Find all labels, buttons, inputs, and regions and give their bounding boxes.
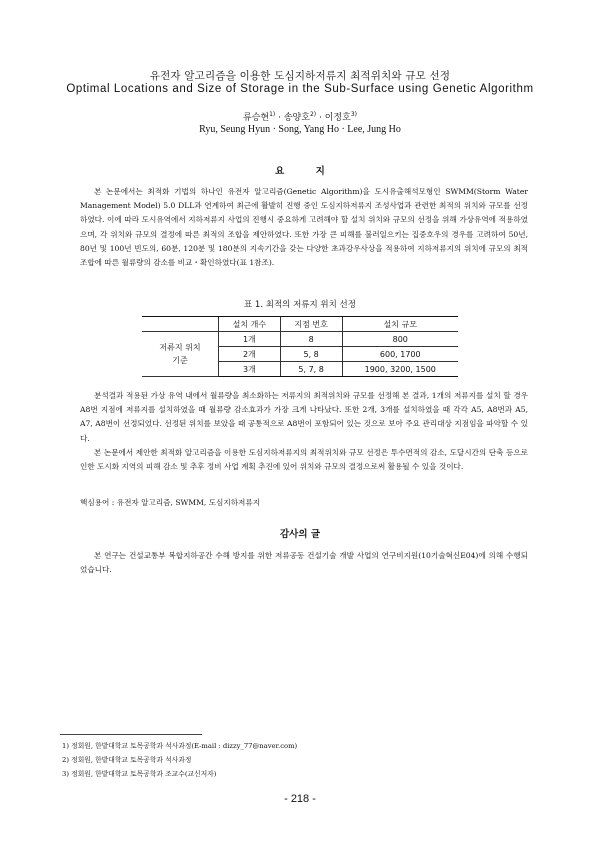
title-english: Optimal Locations and Size of Storage in the Sub-Surface using Genetic Algorithm xyxy=(66,83,534,95)
footnote-2: 2) 정회원, 한밭대학교 토목공학과 석사과정 xyxy=(62,756,192,764)
conclusion-paragraph: 본 논문에서 제안한 최적화 알고리즘을 이용한 도심지하저류지의 최적위치와 규모 선정은 투수면적의 감소, 도달시간의 단축 등으로 인한 도시화 지역의 피해 감소 및 추후 정비 사업 계획 추진에 있어 위치와 규모의 결정으로써 활용될 수 있을 것이다. xyxy=(80,448,528,472)
author-1-name: 류승현 xyxy=(243,113,270,123)
footnote-1: 1) 정회원, 한밭대학교 토목공학과 석사과정(E-mail : dizzy_77@naver.com) xyxy=(62,742,298,750)
table-cell: 1개 xyxy=(219,332,281,347)
author-separator: · xyxy=(275,113,284,123)
table-cell: 600, 1700 xyxy=(342,347,458,362)
authors-english: Ryu, Seung Hyun · Song, Yang Ho · Lee, Jung Ho xyxy=(199,124,401,135)
authors-korean xyxy=(0,110,600,123)
author-2-name: 송양호 xyxy=(283,113,310,123)
results-table xyxy=(142,316,458,377)
table-caption: 표 1. 최적의 저류지 위치 선정 xyxy=(244,300,356,310)
author-3-name: 이정호 xyxy=(324,113,351,123)
row-label-line-1: 저류지 위치 xyxy=(159,343,201,352)
acknowledgement-paragraph: 본 연구는 건설교통부 복합지하공간 수해 방지를 위한 저류공동 건설기술 개발 사업의 연구비지원(10기술혁신E04)에 의해 수행되었습니다. xyxy=(80,551,528,575)
table-row xyxy=(142,332,458,347)
author-separator: · xyxy=(316,113,325,123)
table-cell: 5, 8 xyxy=(280,347,342,362)
table-header-cell: 설치 개수 xyxy=(219,317,281,332)
author-2-mark: 2) xyxy=(309,111,317,118)
page-number: - 218 - xyxy=(284,793,316,805)
table-cell: 800 xyxy=(342,332,458,347)
table-cell: 1900, 3200, 1500 xyxy=(342,362,458,377)
table-cell: 3개 xyxy=(219,362,281,377)
table-corner-cell xyxy=(142,317,219,332)
row-label-line-2: 기준 xyxy=(172,356,188,365)
results-paragraph: 분석결과 적용된 가상 유역 내에서 월류량을 최소화하는 저류지의 최적위치와 규모를 선정해 본 결과, 1개의 저류지를 설치 할 경우 A8번 지점에 저류지를 설치하였을 때 월류량 감소효과가 가장 크게 나타났다. 또한 2개, 3개를 설치하였을 때 각각 A5, A8번과 A5, A7, A8번이 선정되었다. 선정된 위치를 보았을 때 공통적으로 A8번이 포함되어 있는 것으로 보아 주요 관리대상 지점임을 파악할 수 있다. xyxy=(80,391,528,443)
author-3-mark: 3) xyxy=(350,111,357,118)
abstract-heading: 요 지 xyxy=(275,166,339,177)
title-korean: 유전자 알고리즘을 이용한 도심지하저류지 최적위치와 규모 선정 xyxy=(149,70,451,82)
table-cell: 5, 7, 8 xyxy=(280,362,342,377)
table-cell: 2개 xyxy=(219,347,281,362)
table-row-label xyxy=(142,332,219,377)
author-1-mark: 1) xyxy=(269,111,276,118)
table-header-cell: 지점 번호 xyxy=(280,317,342,332)
footnote-divider xyxy=(60,734,202,735)
acknowledgement-heading: 감사의 글 xyxy=(279,529,320,540)
table-header-row xyxy=(142,317,458,332)
footnote-3: 3) 정회원, 한밭대학교 토목공학과 조교수(교신저자) xyxy=(62,770,217,778)
table-header-cell: 설치 규모 xyxy=(342,317,458,332)
keywords-line: 핵심용어 : 유전자 알고리즘, SWMM, 도심지하저류지 xyxy=(80,498,261,507)
abstract-paragraph: 본 논문에서는 최적화 기법의 하나인 유전자 알고리즘(Genetic Algorithm)을 도시유출해석모형인 SWMM(Storm Water Management Model) 5.0 DLL과 연계하여 최근에 활발히 진행 중인 도심지하저류지 조성사업과 관련한 최적의 위치와 규모를 선정하였다. 이에 따라 도시유역에서 지하저류지 사업의 진행시 중요하게 고려해야 할 설치 위치와 규모의 선정을 위해 가상유역에 적용하였으며, 각 위치와 규모의 결정에 따른 최적의 조합을 제안하였다. 또한 가장 큰 피해를 불러일으키는 집중호우의 경우를 고려하여 50년, 80년 및 100년 빈도의, 60분, 120분 및 180분의 지속기간을 갖는 다양한 초과강우사상을 적용하여 지하저류지의 위치에 규모의 최적 조합에 따른 월류량의 감소를 비교・확인하였다(표 1참조). xyxy=(80,187,528,268)
table-cell: 8 xyxy=(280,332,342,347)
